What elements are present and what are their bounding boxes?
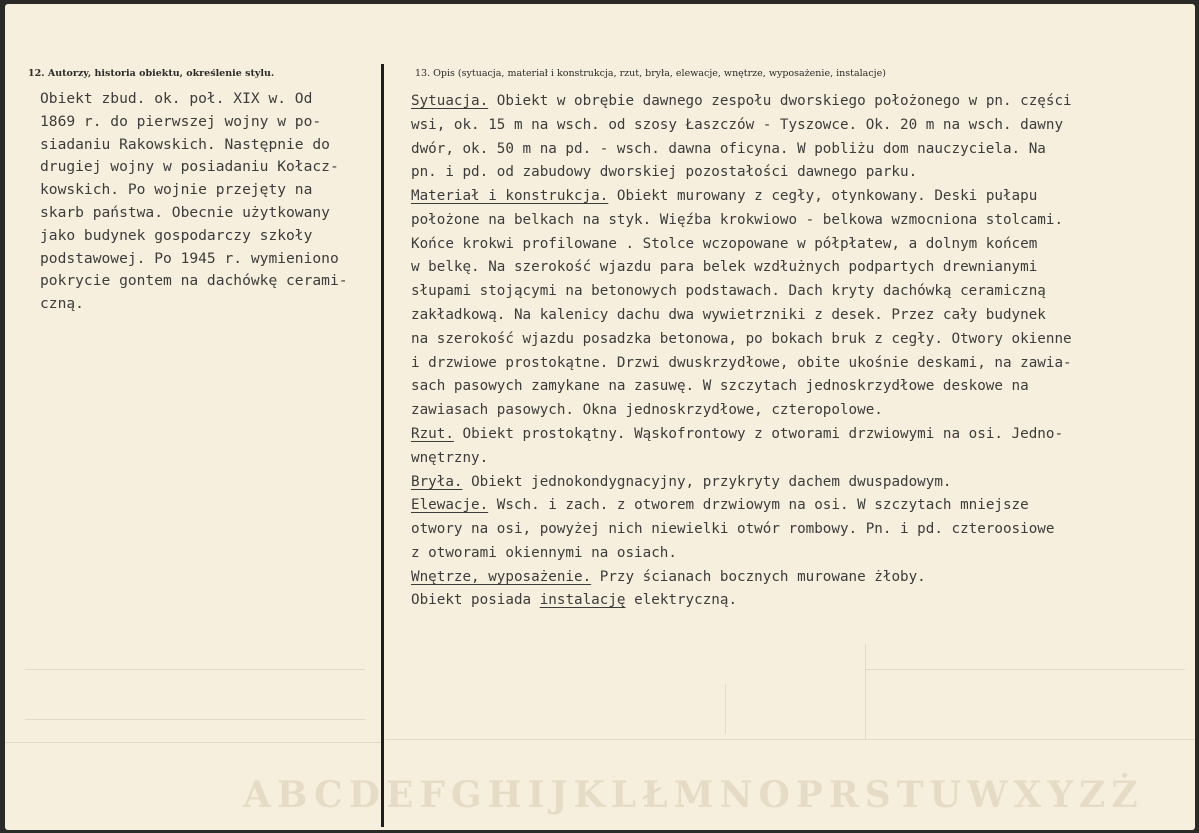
- section-heading: Elewacje.: [411, 497, 489, 514]
- section-heading: Wnętrze, wyposażenie.: [411, 568, 592, 585]
- line-text: w belkę. Na szerokość wjazdu para belek wzdłużnych podpartych drewnianymi: [411, 259, 1038, 276]
- form-line: [25, 669, 365, 670]
- line-text: Obiekt posiada: [411, 592, 540, 609]
- line-text: sach pasowych zamykane na zasuwę. W szczytach jednoskrzydłowe deskowe na: [411, 378, 1029, 395]
- section-heading: Rzut.: [411, 425, 454, 442]
- history-line: czną.: [40, 295, 84, 313]
- line-text: Obiekt jednokondygnacyjny, przykryty dachem dwuspadowym.: [462, 473, 952, 490]
- description-line: [411, 399, 1181, 423]
- description-line: [411, 589, 1181, 613]
- description-line: [411, 375, 1181, 399]
- form-line: [865, 669, 1185, 670]
- form-line: [865, 644, 866, 739]
- line-text: słupami stojącymi na betonowych podstawach. Dach kryty dachówką ceramiczną: [411, 283, 1046, 300]
- description-line: [411, 494, 1181, 518]
- history-line: pokrycie gontem na dachówkę cerami-: [40, 272, 348, 290]
- history-line: drugiej wojny w posiadaniu Kołacz-: [40, 158, 339, 176]
- column-divider: [381, 64, 384, 827]
- line-text: wnętrzny.: [411, 449, 489, 466]
- description-line: [411, 256, 1181, 280]
- section-heading: Bryła.: [411, 473, 463, 490]
- line-text: otwory na osi, powyżej nich niewielki otwór rombowy. Pn. i pd. czteroosiowe: [411, 521, 1055, 538]
- history-text: [40, 88, 380, 316]
- inventory-card: [5, 4, 1195, 830]
- description-text: [411, 90, 1181, 613]
- description-line: [411, 209, 1181, 233]
- section-heading: Sytuacja.: [411, 93, 489, 109]
- history-section-header: 12. Autorzy, historia obiektu, określenie stylu.: [28, 68, 275, 79]
- line-text: Obiekt murowany z cegły, otynkowany. Deski pułapu: [608, 188, 1038, 205]
- description-line: [411, 185, 1181, 209]
- description-line: [411, 138, 1181, 162]
- history-line: 1869 r. do pierwszej wojny w po-: [40, 112, 322, 130]
- history-line: kowskich. Po wojnie przejęty na: [40, 181, 313, 199]
- description-line: [411, 566, 1181, 590]
- line-text: wsi, ok. 15 m na wsch. od szosy Łaszczów - Tyszowce. Ok. 20 m na wsch. dawny: [411, 116, 1064, 133]
- line-text: i drzwiowe prostokątne. Drzwi dwuskrzydłowe, obite ukośnie deskami, na zawia-: [411, 354, 1072, 371]
- description-section-header: 13. Opis (sytuacja, materiał i konstrukcja, rzut, bryła, elewacje, wnętrze, wyposażenie, instalacje): [415, 68, 886, 79]
- line-text: zawiasach pasowych. Okna jednoskrzydłowe, czteropolowe.: [411, 402, 883, 419]
- line-text: Końce krokwi profilowane . Stolce wczopowane w półpłatew, a dolnym końcem: [411, 235, 1038, 252]
- description-line: [411, 471, 1181, 495]
- history-line: jako budynek gospodarczy szkoły: [40, 226, 313, 244]
- description-line: [411, 423, 1181, 447]
- line-text: zakładkową. Na kalenicy dachu dwa wywietrzniki z desek. Przez cały budynek: [411, 307, 1046, 324]
- history-line: Obiekt zbud. ok. poł. XIX w. Od: [40, 90, 313, 107]
- line-text: położone na belkach na styk. Więźba krokwiowo - belkowa wzmocniona stolcami.: [411, 211, 1064, 228]
- line-text: pn. i pd. od zabudowy dworskiej pozostałości dawnego parku.: [411, 164, 918, 181]
- description-line: [411, 328, 1181, 352]
- line-text: Przy ścianach bocznych murowane żłoby.: [591, 568, 926, 585]
- line-text: z otworami okiennymi na osiach.: [411, 544, 677, 561]
- section-heading: instalację: [539, 592, 626, 609]
- line-text: Wsch. i zach. z otworem drzwiowym na osi. W szczytach mniejsze: [488, 497, 1029, 514]
- index-letters: ABCDEFGHIJKLŁMNOPRSTUWXYZŻ: [243, 774, 1144, 816]
- description-line: [411, 161, 1181, 185]
- description-line: [411, 518, 1181, 542]
- description-line: [411, 114, 1181, 138]
- description-line: [411, 90, 1181, 114]
- section-heading: Materiał i konstrukcja.: [411, 188, 609, 205]
- form-line: [25, 719, 365, 720]
- form-line: [725, 684, 726, 734]
- line-text: elektryczną.: [625, 592, 738, 609]
- description-line: [411, 233, 1181, 257]
- description-line: [411, 542, 1181, 566]
- line-text: dwór, ok. 50 m na pd. - wsch. dawna oficyna. W pobliżu dom nauczyciela. Na: [411, 140, 1046, 157]
- description-line: [411, 304, 1181, 328]
- line-text: Obiekt w obrębie dawnego zespołu dworskiego położonego w pn. części: [488, 93, 1072, 109]
- history-line: siadaniu Rakowskich. Następnie do: [40, 135, 330, 153]
- line-text: na szerokość wjazdu posadzka betonowa, po bokach bruk z cegły. Otwory okienne: [411, 330, 1072, 347]
- line-text: Obiekt prostokątny. Wąskofrontowy z otworami drzwiowymi na osi. Jedno-: [453, 425, 1064, 442]
- description-line: [411, 447, 1181, 471]
- history-line: skarb państwa. Obecnie użytkowany: [40, 203, 330, 221]
- history-line: podstawowej. Po 1945 r. wymieniono: [40, 249, 339, 267]
- description-line: [411, 352, 1181, 376]
- description-line: [411, 280, 1181, 304]
